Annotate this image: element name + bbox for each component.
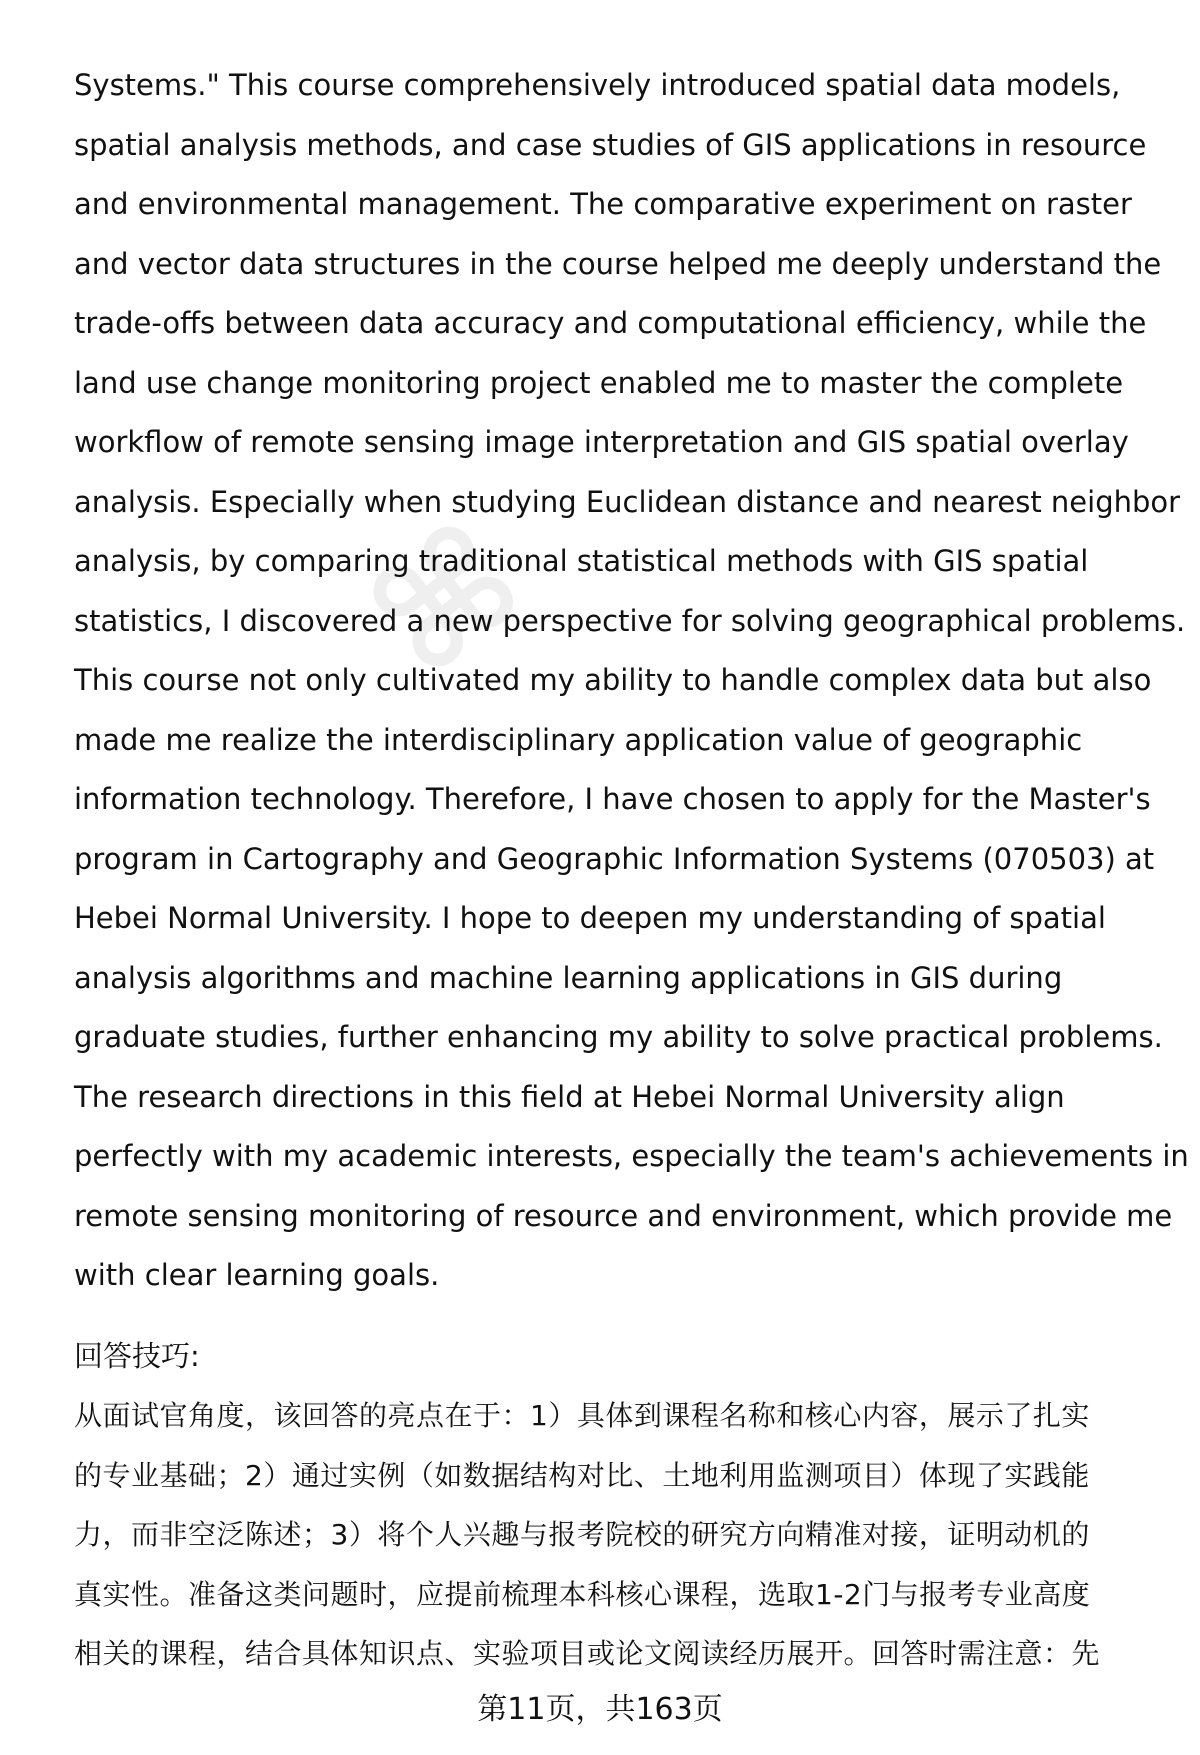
body-line: and vector data structures in the course helped me deeply understand the [74,246,1162,281]
tips-line: 的专业基础；2）通过实例（如数据结构对比、土地利用监测项目）体现了实践能 [74,1458,1090,1492]
body-line: analysis. Especially when studying Euclidean distance and nearest neighbor [74,484,1181,519]
body-line: analysis algorithms and machine learning applications in GIS during [74,960,1063,995]
page-footer: 第11页，共163页 [477,1692,723,1727]
body-line: The research directions in this field at Hebei Normal University align [74,1079,1065,1114]
body-line: statistics, I discovered a new perspective for solving geographical problems. [74,603,1186,638]
body-line: with clear learning goals. [74,1258,440,1292]
body-line: trade-offs between data accuracy and computational efficiency, while the [74,306,1147,340]
body-line: and environmental management. The comparative experiment on raster [74,187,1132,221]
body-line: graduate studies, further enhancing my ability to solve practical problems. [74,1020,1163,1054]
answer-body [74,56,1189,1306]
tips-body [74,1386,1140,1684]
body-line: perfectly with my academic interests, especially the team's achievements in [74,1139,1189,1173]
body-line: Systems." This course comprehensively introduced spatial data models, [74,68,1121,102]
tips-heading: 回答技巧: [74,1338,200,1373]
body-line: land use change monitoring project enabled me to master the complete [74,365,1124,400]
body-line: analysis, by comparing traditional statistical methods with GIS spatial [74,544,1089,578]
body-line: information technology. Therefore, I have chosen to apply for the Master's [74,782,1151,816]
tips-line: 真实性。准备这类问题时，应提前梳理本科核心课程，选取1-2门与报考专业高度 [74,1577,1091,1611]
body-line: This course not only cultivated my ability to handle complex data but also [74,663,1152,697]
body-line: spatial analysis methods, and case studies of GIS applications in resource [74,127,1147,162]
body-line: Hebei Normal University. I hope to deepen my understanding of spatial [74,901,1106,935]
body-line: program in Cartography and Geographic Information Systems (070503) at [74,841,1155,876]
tips-line: 相关的课程，结合具体知识点、实验项目或论文阅读经历展开。回答时需注意：先 [74,1637,1101,1670]
body-line: workflow of remote sensing image interpretation and GIS spatial overlay [74,425,1129,459]
body-line: remote sensing monitoring of resource and environment, which provide me [74,1198,1173,1233]
tips-line: 从面试官角度，该回答的亮点在于：1）具体到课程名称和核心内容，展示了扎实 [74,1399,1090,1432]
watermark: ⌘ [338,489,556,713]
body-line: made me realize the interdisciplinary application value of geographic [74,722,1083,757]
tips-line: 力，而非空泛陈述；3）将个人兴趣与报考院校的研究方向精准对接，证明动机的 [74,1518,1090,1551]
